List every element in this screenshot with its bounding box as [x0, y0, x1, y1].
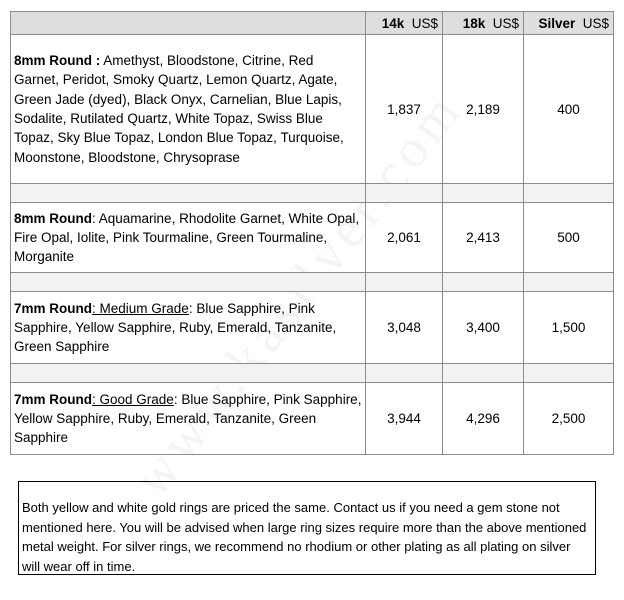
price-18k: 2,413 — [443, 203, 524, 273]
stone-description — [11, 35, 366, 184]
header-currency: US$ — [582, 15, 609, 31]
header-currency: US$ — [492, 15, 519, 31]
stone-size: 7mm Round — [14, 391, 93, 407]
stone-size: 8mm Round — [14, 210, 93, 226]
spacer-row — [11, 364, 614, 383]
price-14k: 3,944 — [366, 383, 443, 455]
pricing-note-box — [18, 481, 596, 575]
table-row — [11, 35, 614, 184]
stone-list: Amethyst, Bloodstone, Citrine, Red Garnet, Peridot, Smoky Quartz, Lemon Quartz, Agate, Green Jade (dyed), Black Onyx, Carnelian, Blue Lapis, Sodalite, Rutilated Quartz, White Topaz, Swiss Blue Topaz, Sky Blue Topaz, London Blue Topaz, Turquoise, Moonstone, Bloodstone, Chrysoprase — [14, 53, 344, 165]
stone-description — [11, 203, 366, 273]
header-14k — [366, 12, 443, 35]
price-14k: 2,061 — [366, 203, 443, 273]
table-row — [11, 203, 614, 273]
stone-grade: : Medium Grade — [92, 300, 189, 316]
price-18k: 2,189 — [443, 35, 524, 184]
table-row — [11, 383, 614, 455]
price-14k: 3,048 — [366, 292, 443, 364]
header-silver — [524, 12, 614, 35]
price-silver: 1,500 — [524, 292, 614, 364]
price-silver: 2,500 — [524, 383, 614, 455]
stone-description — [11, 292, 366, 364]
stone-size: 8mm Round : — [14, 53, 101, 69]
header-currency: US$ — [411, 15, 438, 31]
price-14k: 1,837 — [366, 35, 443, 184]
price-18k: 3,400 — [443, 292, 524, 364]
price-18k: 4,296 — [443, 383, 524, 455]
table-row — [11, 292, 614, 364]
stone-description — [11, 383, 366, 455]
price-silver: 400 — [524, 35, 614, 184]
spacer-row — [11, 184, 614, 203]
table-header-row — [11, 12, 614, 35]
spacer-row — [11, 273, 614, 292]
stone-list: : Aquamarine, Rhodolite Garnet, White Opal, Fire Opal, Iolite, Pink Tourmaline, Green Tourmaline, Morganite — [14, 210, 360, 265]
header-metal: Silver — [538, 15, 576, 31]
price-table — [10, 11, 614, 455]
header-18k — [443, 12, 524, 35]
header-blank-cell — [11, 12, 366, 35]
header-metal: 18k — [462, 15, 486, 31]
stone-list: : Blue Sapphire, Pink Sapphire, Yellow Sapphire, Ruby, Emerald, Tanzanite, Green Sapphire — [14, 391, 362, 446]
header-metal: 14k — [381, 15, 405, 31]
stone-grade: : Good Grade — [92, 391, 174, 407]
pricing-note-text: Both yellow and white gold rings are priced the same. Contact us if you need a gem stone not mentioned here. You will be advised when large ring sizes require more than the above mentioned metal weight. For silver rings, we recommend no rhodium or other plating as all plating on silver will wear off in time. — [22, 500, 587, 574]
stone-list: : Blue Sapphire, Pink Sapphire, Yellow Sapphire, Ruby, Emerald, Tanzanite, Green Sapphire — [14, 300, 337, 355]
stone-size: 7mm Round — [14, 300, 93, 316]
price-silver: 500 — [524, 203, 614, 273]
